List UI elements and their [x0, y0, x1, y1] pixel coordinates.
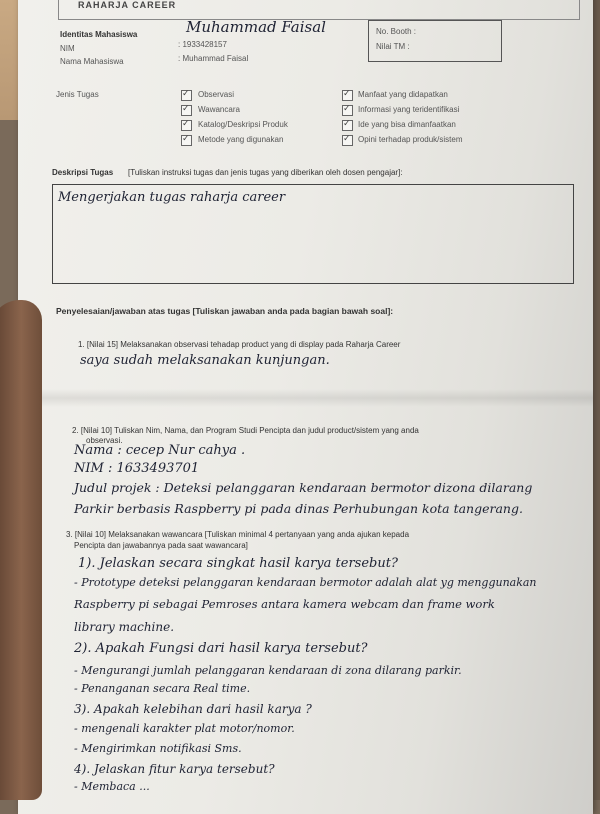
- checkbox-wawancara[interactable]: [181, 105, 192, 116]
- answers-heading: Penyelesaian/jawaban atas tugas [Tuliskan jawaban anda pada bagian bawah soal]:: [56, 306, 394, 316]
- question-1: 1. [Nilai 15] Melaksanakan observasi tehadap product yang di display pada Raharja Career: [78, 340, 401, 349]
- paper-fold: [18, 389, 593, 407]
- paper-sheet: [18, 0, 593, 814]
- answer-2-line: Parkir berbasis Raspberry pi pada dinas Perhubungan kota tangerang.: [74, 501, 523, 516]
- nim-value: : 1933428157: [178, 40, 227, 49]
- task-type-label: Jenis Tugas: [56, 90, 99, 99]
- task-manfaat: Manfaat yang didapatkan: [358, 90, 448, 99]
- task-wawancara: Wawancara: [198, 105, 240, 114]
- answer-3-line: - mengenali karakter plat motor/nomor.: [74, 722, 295, 735]
- nim-label: NIM: [60, 44, 75, 53]
- name-handwritten: Muhammad Faisal: [186, 18, 326, 36]
- task-katalog: Katalog/Deskripsi Produk: [198, 120, 288, 129]
- tm-label: Nilai TM :: [376, 42, 410, 51]
- name-value: : Muhammad Faisal: [178, 54, 249, 63]
- name-label: Nama Mahasiswa: [60, 57, 124, 66]
- task-ide: Ide yang bisa dimanfaatkan: [358, 120, 456, 129]
- answer-3-line: library machine.: [74, 620, 175, 634]
- task-informasi: Informasi yang teridentifikasi: [358, 105, 460, 114]
- description-label: Deskripsi Tugas: [52, 168, 114, 177]
- answer-2-line: NIM : 1633493701: [74, 461, 200, 476]
- checkbox-opini[interactable]: [342, 135, 353, 146]
- checkbox-ide[interactable]: [342, 120, 353, 131]
- thumb: [0, 300, 42, 800]
- answer-3-line: 3). Apakah kelebihan dari hasil karya ?: [74, 702, 312, 716]
- answer-3-line: 1). Jelaskan secara singkat hasil karya tersebut?: [78, 556, 398, 571]
- answer-3-line: - Penanganan secara Real time.: [74, 682, 251, 695]
- answer-3-line: - Mengirimkan notifikasi Sms.: [74, 742, 242, 755]
- task-metode: Metode yang digunakan: [198, 135, 284, 144]
- answer-3-line: Raspberry pi sebagai Pemroses antara kamera webcam dan frame work: [74, 597, 495, 611]
- checkbox-manfaat[interactable]: [342, 90, 353, 101]
- brand-fragment: RAHARJA CAREER: [78, 0, 177, 10]
- description-hint: [Tuliskan instruksi tugas dan jenis tugas yang diberikan oleh dosen pengajar]:: [128, 168, 403, 177]
- checkbox-katalog[interactable]: [181, 120, 192, 131]
- task-opini: Opini terhadap produk/sistem: [358, 135, 463, 144]
- checkbox-metode[interactable]: [181, 135, 192, 146]
- answer-3-line: - Mengurangi jumlah pelanggaran kendaraan di zona dilarang parkir.: [74, 664, 462, 677]
- answer-3-line: - Membaca ...: [74, 780, 150, 793]
- task-observasi: Observasi: [198, 90, 235, 99]
- question-3-line1: 3. [Nilai 10] Melaksanakan wawancara [Tuliskan minimal 4 pertanyaan yang anda ajukan kepada: [66, 530, 410, 539]
- answer-2-line: Judul projek : Deteksi pelanggaran kendaraan bermotor dizona dilarang: [74, 480, 533, 495]
- checkbox-observasi[interactable]: [181, 90, 192, 101]
- booth-label: No. Booth :: [376, 27, 417, 36]
- question-2-line2: observasi.: [86, 436, 123, 445]
- answer-2-line: Nama : cecep Nur cahya .: [74, 443, 246, 458]
- answer-3-line: 4). Jelaskan fitur karya tersebut?: [74, 762, 275, 776]
- identity-title: Identitas Mahasiswa: [60, 30, 138, 39]
- question-3-line2: Pencipta dan jawabannya pada saat wawancara]: [74, 541, 248, 550]
- answer-1: saya sudah melaksanakan kunjungan.: [80, 353, 330, 368]
- answer-3-line: - Prototype deteksi pelanggaran kendaraan bermotor adalah alat yg menggunakan: [74, 576, 537, 589]
- question-2-line1: 2. [Nilai 10] Tuliskan Nim, Nama, dan Program Studi Pencipta dan judul product/sistem yang anda: [72, 426, 419, 435]
- answer-3-line: 2). Apakah Fungsi dari hasil karya tersebut?: [74, 641, 368, 656]
- header-box: [58, 0, 580, 20]
- description-answer: Mengerjakan tugas raharja career: [58, 190, 286, 205]
- checkbox-informasi[interactable]: [342, 105, 353, 116]
